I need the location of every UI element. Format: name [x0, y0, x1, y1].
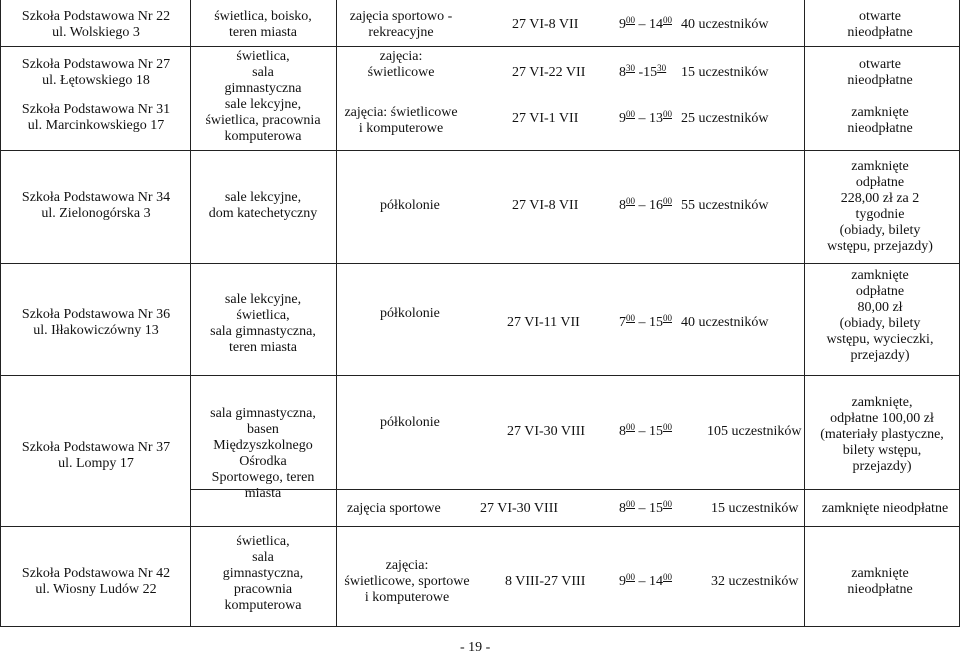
facilities-line: sala — [252, 550, 274, 565]
activity-line: zajęcia: — [385, 558, 429, 573]
facilities-line: świetlica, boisko, — [214, 9, 312, 24]
facilities-line: Międzyszkolnego — [213, 438, 313, 453]
facilities-line: świetlica, pracownia — [205, 113, 321, 128]
dates: 27 VI-11 VII — [507, 315, 580, 330]
facilities-line: miasta — [244, 486, 282, 501]
dates: 27 VI-30 VIII — [480, 501, 559, 516]
activity-line: zajęcia: świetlicowe — [344, 105, 458, 120]
participants: 40 uczestników — [681, 17, 769, 32]
facilities-line: Ośrodka — [239, 454, 287, 469]
dates: 27 VI-8 VII — [512, 198, 579, 213]
terms-line: tygodnie — [855, 207, 905, 222]
terms-line: (materiały plastyczne, — [820, 427, 944, 442]
facilities-line: sala gimnastyczna, — [210, 406, 316, 421]
activity-line: świetlicowe, sportowe — [344, 574, 470, 589]
facilities-line: sale lekcyjne, — [224, 190, 302, 205]
terms-line: zamknięte — [851, 566, 909, 581]
school-name: Szkoła Podstawowa Nr 42 — [21, 566, 171, 581]
terms-line: nieodpłatne — [847, 121, 913, 136]
school-address: ul. Lompy 17 — [58, 456, 134, 471]
participants: 15 uczestników — [711, 501, 799, 516]
terms-line: zamknięte — [851, 105, 909, 120]
hours: $8^{00} - 16^{00}$ — [619, 196, 672, 213]
activity-line: zajęcia sportowe — [347, 501, 441, 516]
activity-line: półkolonie — [380, 198, 440, 213]
terms-line: przejazdy) — [852, 459, 912, 474]
facilities-line: sale lekcyjne, — [224, 97, 302, 112]
school-address: ul. Łętowskiego 18 — [42, 73, 150, 88]
dates: 27 VI-1 VII — [512, 111, 579, 126]
dates: 27 VI-22 VII — [512, 65, 586, 80]
school-address: ul. Wiosny Ludów 22 — [35, 582, 157, 597]
hours: $8^{00} - 15^{00}$ — [619, 422, 672, 439]
facilities-line: teren miasta — [228, 340, 298, 355]
school-address: ul. Marcinkowskiego 17 — [27, 118, 165, 133]
terms-line: wstępu, przejazdy) — [827, 239, 933, 254]
row-divider — [190, 489, 960, 490]
terms-line: odpłatne 100,00 zł — [830, 411, 934, 426]
school-address: ul. Zielonogórska 3 — [41, 206, 151, 221]
facilities-line: pracownia — [233, 582, 293, 597]
participants: 55 uczestników — [681, 198, 769, 213]
column-divider — [190, 0, 191, 627]
facilities-line: dom katechetyczny — [208, 206, 318, 221]
school-address: ul. Iłłakowiczówny 13 — [33, 323, 159, 338]
activity-line: rekreacyjne — [368, 25, 434, 40]
hours: $9^{00} - 13^{00}$ — [619, 109, 672, 126]
participants: 32 uczestników — [711, 574, 799, 589]
terms-line: 228,00 zł za 2 — [840, 191, 920, 206]
facilities-line: gimnastyczna — [224, 81, 302, 96]
row-divider — [0, 46, 960, 47]
column-divider — [336, 0, 337, 627]
facilities-line: basen — [247, 422, 279, 437]
page-number: - 19 - — [460, 640, 491, 655]
hours: $8^{00} - 15^{00}$ — [619, 499, 672, 516]
facilities-line: sala gimnastyczna, — [210, 324, 316, 339]
activity-line: świetlicowe — [367, 65, 435, 80]
facilities-line: komputerowa — [224, 129, 302, 144]
terms-line: nieodpłatne — [847, 73, 913, 88]
terms-line: zamknięte — [851, 268, 909, 283]
facilities-line: świetlica, — [236, 534, 290, 549]
terms-line: nieodpłatne — [847, 25, 913, 40]
dates: 27 VI-8 VII — [512, 17, 579, 32]
activity-line: półkolonie — [380, 306, 440, 321]
terms-line: zamknięte — [851, 159, 909, 174]
participants: 105 uczestników — [707, 424, 802, 439]
school-name: Szkoła Podstawowa Nr 34 — [21, 190, 171, 205]
terms-line: (obiady, bilety — [839, 223, 921, 238]
terms-line: zamknięte, — [851, 395, 913, 410]
facilities-line: świetlica, — [236, 308, 290, 323]
participants: 15 uczestników — [681, 65, 769, 80]
row-divider — [0, 375, 960, 376]
terms-line: odpłatne — [855, 175, 905, 190]
facilities-line: gimnastyczna, — [222, 566, 304, 581]
row-divider — [0, 626, 960, 627]
terms-line: otwarte — [859, 9, 901, 24]
school-name: Szkoła Podstawowa Nr 22 — [21, 9, 171, 24]
facilities-line: świetlica, — [236, 49, 290, 64]
facilities-line: sale lekcyjne, — [224, 292, 302, 307]
activity-line: i komputerowe — [364, 590, 450, 605]
hours: $9^{00} - 14^{00}$ — [619, 572, 672, 589]
school-name: Szkoła Podstawowa Nr 27 — [21, 57, 171, 72]
dates: 8 VIII-27 VIII — [505, 574, 586, 589]
hours: $9^{00} - 14^{00}$ — [619, 15, 672, 32]
facilities-line: komputerowa — [224, 598, 302, 613]
school-address: ul. Wolskiego 3 — [52, 25, 140, 40]
school-name: Szkoła Podstawowa Nr 37 — [21, 440, 171, 455]
terms-line: nieodpłatne — [847, 582, 913, 597]
facilities-line: Sportowego, teren — [211, 470, 315, 485]
activity-line: i komputerowe — [358, 121, 444, 136]
activity-line: półkolonie — [380, 415, 440, 430]
hours: $8^{30}$ $-15^{30}$ — [619, 63, 667, 80]
terms-line: wstępu, wycieczki, — [826, 332, 934, 347]
facilities-line: sala — [252, 65, 274, 80]
terms-line: (obiady, bilety — [839, 316, 921, 331]
terms-line: 80,00 zł — [857, 300, 903, 315]
terms-line: zamknięte nieodpłatne — [821, 501, 949, 516]
dates: 27 VI-30 VIII — [507, 424, 586, 439]
activity-line: zajęcia sportowo - — [349, 9, 453, 24]
terms-line: bilety wstępu, — [842, 443, 922, 458]
terms-line: przejazdy) — [850, 348, 910, 363]
activity-line: zajęcia: — [379, 49, 423, 64]
school-name: Szkoła Podstawowa Nr 36 — [21, 307, 171, 322]
column-divider — [804, 0, 805, 627]
column-divider — [0, 0, 1, 627]
terms-line: odpłatne — [855, 284, 905, 299]
facilities-line: teren miasta — [228, 25, 298, 40]
terms-line: otwarte — [859, 57, 901, 72]
row-divider — [0, 526, 960, 527]
row-divider — [0, 263, 960, 264]
school-name: Szkoła Podstawowa Nr 31 — [21, 102, 171, 117]
hours: $7^{00} - 15^{00}$ — [619, 313, 672, 330]
participants: 40 uczestników — [681, 315, 769, 330]
participants: 25 uczestników — [681, 111, 769, 126]
row-divider — [0, 150, 960, 151]
